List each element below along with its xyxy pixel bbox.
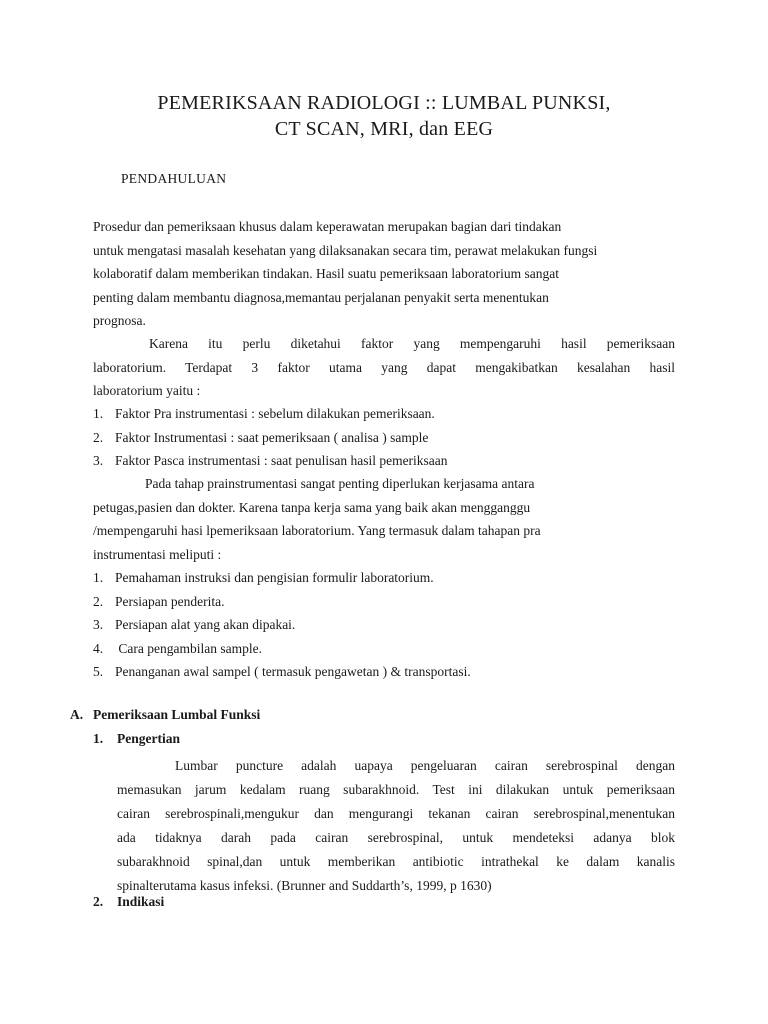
paragraph-line: Lumbar puncture adalah uapaya pengeluaran cairan serebrospinal dengan	[175, 758, 675, 773]
list-item	[93, 449, 448, 473]
list-item	[93, 613, 471, 637]
subsection-label: 1.	[93, 731, 104, 746]
subsection-2-heading	[93, 894, 164, 910]
paragraph-line: laboratorium. Terdapat 3 faktor utama yang dapat mengakibatkan kesalahan hasil	[93, 359, 675, 375]
list-text: Persiapan penderita.	[115, 593, 225, 609]
subsection-1-heading	[93, 731, 180, 747]
paragraph-line: untuk mengatasi masalah kesehatan yang dilaksanakan secara tim, perawat melakukan fungsi	[93, 242, 598, 258]
paragraph-line: cairan serebrospinali,mengukur dan mengurangi tekanan cairan serebrospinal,menentukan	[117, 806, 675, 821]
document-title	[80, 90, 688, 142]
list-text: Pemahaman instruksi dan pengisian formulir laboratorium.	[115, 570, 434, 585]
paragraph-line: instrumentasi meliputi :	[93, 546, 222, 562]
list-item	[93, 426, 448, 450]
list-number: 2.	[93, 429, 104, 445]
paragraph-line: laboratorium yaitu :	[93, 383, 201, 398]
paragraph-preinstrumentation	[93, 472, 675, 566]
paragraph-lumbar-puncture	[117, 754, 675, 898]
subsection-label: 2.	[93, 894, 104, 909]
list-number: 3.	[93, 617, 104, 632]
list-number: 3.	[93, 453, 104, 468]
factor-list	[93, 402, 448, 473]
list-text: Faktor Pasca instrumentasi : saat penulisan hasil pemeriksaan	[115, 453, 448, 468]
section-label: A.	[70, 707, 84, 722]
paragraph-line: memasukan jarum kedalam ruang subarakhnoid. Test ini dilakukan untuk pemeriksaan	[117, 782, 675, 797]
paragraph-line: ada tidaknya darah pada cairan serebrospinal, untuk mendeteksi adanya blok	[117, 830, 675, 845]
list-number: 2.	[93, 593, 104, 609]
list-item	[93, 637, 471, 661]
subsection-title: Pengertian	[117, 731, 180, 746]
paragraph-line: prognosa.	[93, 313, 146, 328]
paragraph-line: kolaboratif dalam memberikan tindakan. Hasil suatu pemeriksaan laboratorium sangat	[93, 266, 559, 281]
list-number: 1.	[93, 570, 104, 585]
section-title: Pemeriksaan Lumbal Funksi	[93, 707, 261, 722]
paragraph-line: spinalterutama kasus infeksi. (Brunner and Suddarth’s, 1999, p 1630)	[117, 878, 492, 893]
paragraph-line: petugas,pasien dan dokter. Karena tanpa kerja sama yang baik akan mengganggu	[93, 499, 531, 515]
title-line-2: CT SCAN, MRI, dan EEG	[274, 118, 494, 140]
list-text: Faktor Instrumentasi : saat pemeriksaan ( analisa ) sample	[115, 429, 429, 445]
list-item	[93, 566, 471, 590]
paragraph-line: /mempengaruhi hasi lpemeriksaan laboratorium. Yang termasuk dalam tahapan pra	[93, 523, 541, 538]
list-item	[93, 590, 471, 614]
list-number: 4.	[93, 640, 104, 656]
list-number: 1.	[93, 406, 104, 421]
paragraph-line: Pada tahap prainstrumentasi sangat penting diperlukan kerjasama antara	[145, 476, 535, 491]
list-item	[93, 402, 448, 426]
title-line-1: PEMERIKSAAN RADIOLOGI :: LUMBAL PUNKSI,	[157, 92, 611, 114]
list-text: Persiapan alat yang akan dipakai.	[115, 617, 296, 632]
list-text: Penanganan awal sampel ( termasuk pengawetan ) & transportasi.	[115, 664, 471, 679]
paragraph-factors	[93, 332, 675, 403]
list-text: Cara pengambilan sample.	[115, 640, 262, 656]
preinstrumentation-list	[93, 566, 471, 684]
paragraph-line: Prosedur dan pemeriksaan khusus dalam keperawatan merupakan bagian dari tindakan	[93, 219, 562, 234]
paragraph-line: penting dalam membantu diagnosa,memantau perjalanan penyakit serta menentukan	[93, 289, 549, 305]
list-number: 5.	[93, 664, 104, 679]
paragraph-intro	[93, 215, 675, 333]
subsection-title: Indikasi	[117, 894, 165, 909]
section-a-heading	[70, 707, 260, 723]
paragraph-line: subarakhnoid spinal,dan untuk memberikan antibiotic intrathekal ke dalam kanalis	[117, 854, 675, 869]
list-text: Faktor Pra instrumentasi : sebelum dilakukan pemeriksaan.	[115, 406, 435, 421]
paragraph-line: Karena itu perlu diketahui faktor yang mempengaruhi hasil pemeriksaan	[149, 336, 675, 351]
intro-heading: PENDAHULUAN	[121, 171, 227, 186]
list-item	[93, 660, 471, 684]
